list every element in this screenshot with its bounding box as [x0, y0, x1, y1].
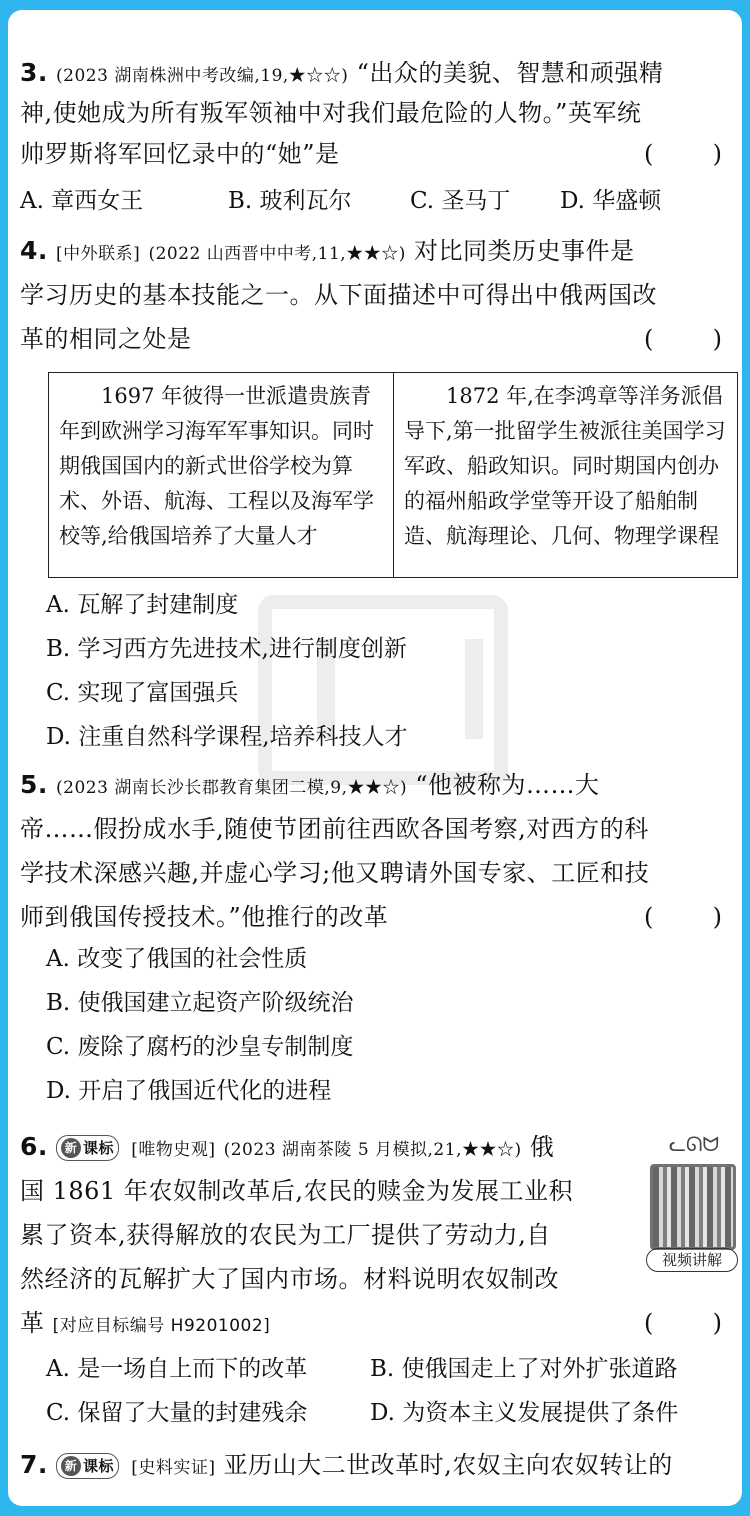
question-stem: 学习历史的基本技能之一。从下面描述中可得出中俄两国改	[20, 281, 657, 309]
question-stem: “出众的美貌、智慧和顽强精	[356, 59, 664, 87]
paren-close: )	[712, 140, 722, 168]
question-5-line1	[20, 770, 600, 803]
option-b[interactable]: B. 使俄国建立起资产阶级统治	[46, 990, 354, 1016]
option-d[interactable]: D. 为资本主义发展提供了条件	[370, 1400, 679, 1426]
question-source: (2023 湖南茶陵 5 月模拟,21,★★☆)	[223, 1140, 522, 1160]
qr-code-icon[interactable]	[650, 1164, 736, 1250]
paren-close: )	[712, 325, 722, 353]
question-4-line1	[20, 236, 634, 269]
question-number: 4.	[20, 236, 48, 265]
question-stem: 神,使她成为所有叛军领袖中对我们最危险的人物。”英军统	[20, 99, 642, 127]
question-stem: 学技术深感兴趣,并虚心学习;他又聘请外国专家、工匠和技	[20, 859, 650, 887]
option-b[interactable]: B. 使俄国走上了对外扩张道路	[370, 1356, 678, 1382]
question-stem: 对比同类历史事件是	[413, 237, 635, 265]
question-tag: [中外联系]	[56, 244, 141, 264]
question-stem: 亚历山大二世改革时,农奴主向农奴转让的	[223, 1451, 673, 1479]
badge-label: 课标	[83, 1139, 115, 1157]
new-curriculum-badge	[56, 1135, 119, 1161]
worksheet-page	[8, 10, 742, 1506]
question-source: (2023 湖南株洲中考改编,19,★☆☆)	[56, 66, 349, 86]
question-stem: 累了资本,获得解放的农民为工厂提供了劳动力,自	[20, 1221, 551, 1249]
cat-mascot-icon: ᓚᘏᗢ	[668, 1132, 720, 1156]
answer-blank[interactable]	[644, 139, 722, 169]
target-code: [对应目标编号 H9201002]	[52, 1316, 271, 1336]
question-stem: 革的相同之处是	[20, 325, 192, 353]
question-7-line1	[20, 1450, 673, 1483]
question-stem: 帅罗斯将军回忆录中的“她”是	[20, 140, 340, 168]
new-badge-icon: 新	[61, 1138, 81, 1158]
paren-open: (	[644, 1309, 654, 1337]
paren-open: (	[644, 140, 654, 168]
answer-blank[interactable]	[644, 902, 722, 932]
question-stem: 革	[20, 1309, 45, 1337]
question-number: 3.	[20, 58, 48, 87]
option-c[interactable]: C. 圣马丁	[410, 188, 511, 214]
material-china: 1872 年,在李鸿章等洋务派倡导下,第一批留学生被派往美国学习军政、船政知识。同时期国内创办的福州船政学堂等开设了船舶制造、航海理论、几何、物理学课程	[393, 373, 737, 577]
video-label: 视频讲解	[646, 1248, 738, 1272]
question-number: 6.	[20, 1132, 48, 1161]
question-stem: 国 1861 年农奴制改革后,农民的赎金为发展工业积	[20, 1177, 573, 1205]
paren-open: (	[644, 325, 654, 353]
option-a[interactable]: A. 瓦解了封建制度	[46, 592, 239, 618]
question-stem: 帝……假扮成水手,随使节团前往西欧各国考察,对西方的科	[20, 815, 649, 843]
option-b[interactable]: B. 学习西方先进技术,进行制度创新	[46, 636, 407, 662]
question-stem: 师到俄国传授技术。”他推行的改革	[20, 903, 389, 931]
option-c[interactable]: C. 实现了富国强兵	[46, 680, 239, 706]
material-table	[48, 372, 738, 578]
question-3-line1	[20, 58, 663, 91]
option-a[interactable]: A. 改变了俄国的社会性质	[46, 946, 308, 972]
paren-open: (	[644, 903, 654, 931]
question-6-line5	[20, 1308, 270, 1341]
paren-close: )	[712, 903, 722, 931]
question-stem: “他被称为……大	[415, 771, 600, 799]
option-c[interactable]: C. 废除了腐朽的沙皇专制制度	[46, 1034, 354, 1060]
question-tag: [史料实证]	[131, 1458, 216, 1478]
option-d[interactable]: D. 注重自然科学课程,培养科技人才	[46, 724, 408, 750]
option-b[interactable]: B. 玻利瓦尔	[228, 188, 352, 214]
answer-blank[interactable]	[644, 1308, 722, 1338]
option-c[interactable]: C. 保留了大量的封建残余	[46, 1400, 308, 1426]
paren-close: )	[712, 1309, 722, 1337]
question-number: 7.	[20, 1450, 48, 1479]
question-source: (2022 山西晋中中考,11,★★☆)	[148, 244, 406, 264]
new-badge-icon: 新	[61, 1456, 81, 1476]
watermark-logo	[258, 595, 508, 785]
answer-blank[interactable]	[644, 324, 722, 354]
question-stem: 俄	[529, 1133, 555, 1161]
video-explanation[interactable]	[644, 1132, 738, 1274]
question-stem: 然经济的瓦解扩大了国内市场。材料说明农奴制改	[20, 1265, 559, 1293]
question-tag: [唯物史观]	[131, 1140, 216, 1160]
badge-label: 课标	[83, 1457, 115, 1475]
question-6-line1	[20, 1132, 554, 1165]
option-a[interactable]: A. 章西女王	[20, 188, 144, 214]
option-a[interactable]: A. 是一场自上而下的改革	[46, 1356, 308, 1382]
material-russia: 1697 年彼得一世派遣贵族青年到欧洲学习海军军事知识。同时期俄国国内的新式世俗学校为算术、外语、航海、工程以及海军学校等,给俄国培养了大量人才	[59, 384, 374, 548]
option-d[interactable]: D. 华盛顿	[560, 188, 662, 214]
option-d[interactable]: D. 开启了俄国近代化的进程	[46, 1078, 332, 1104]
question-number: 5.	[20, 770, 48, 799]
new-curriculum-badge	[56, 1453, 119, 1479]
question-source: (2023 湖南长沙长郡教育集团二模,9,★★☆)	[56, 778, 408, 798]
